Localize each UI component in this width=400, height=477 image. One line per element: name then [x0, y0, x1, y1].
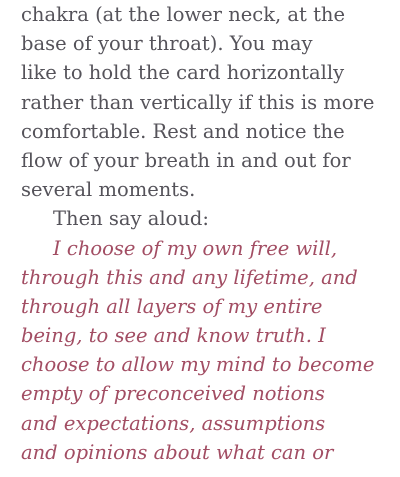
body-line: rather than vertically if this is more — [21, 90, 375, 114]
affirmation-paragraph — [21, 234, 396, 468]
affirmation-line: I choose of my own free will, — [53, 236, 338, 260]
affirmation-line: through all layers of my entire — [21, 294, 323, 318]
body-paragraph — [21, 0, 396, 204]
affirmation-line: and opinions about what can or — [21, 440, 334, 464]
affirmation-line: and expectations, assumptions — [21, 411, 326, 435]
affirmation-line: empty of preconceived notions — [21, 382, 325, 406]
body-line: like to hold the card horizontally — [21, 61, 345, 85]
affirmation-line: being, to see and know truth. I — [21, 324, 326, 348]
body-line: base of your throat). You may — [21, 32, 313, 56]
body-line: several moments. — [21, 178, 196, 202]
affirmation-line: choose to allow my mind to become — [21, 353, 375, 377]
instruction-line: Then say aloud: — [53, 207, 209, 231]
body-line: flow of your breath in and out for — [21, 148, 351, 172]
body-line: chakra (at the lower neck, at the — [21, 3, 346, 26]
body-line: comfortable. Rest and notice the — [21, 119, 345, 143]
book-page — [21, 0, 396, 467]
affirmation-line: through this and any lifetime, and — [21, 265, 358, 289]
